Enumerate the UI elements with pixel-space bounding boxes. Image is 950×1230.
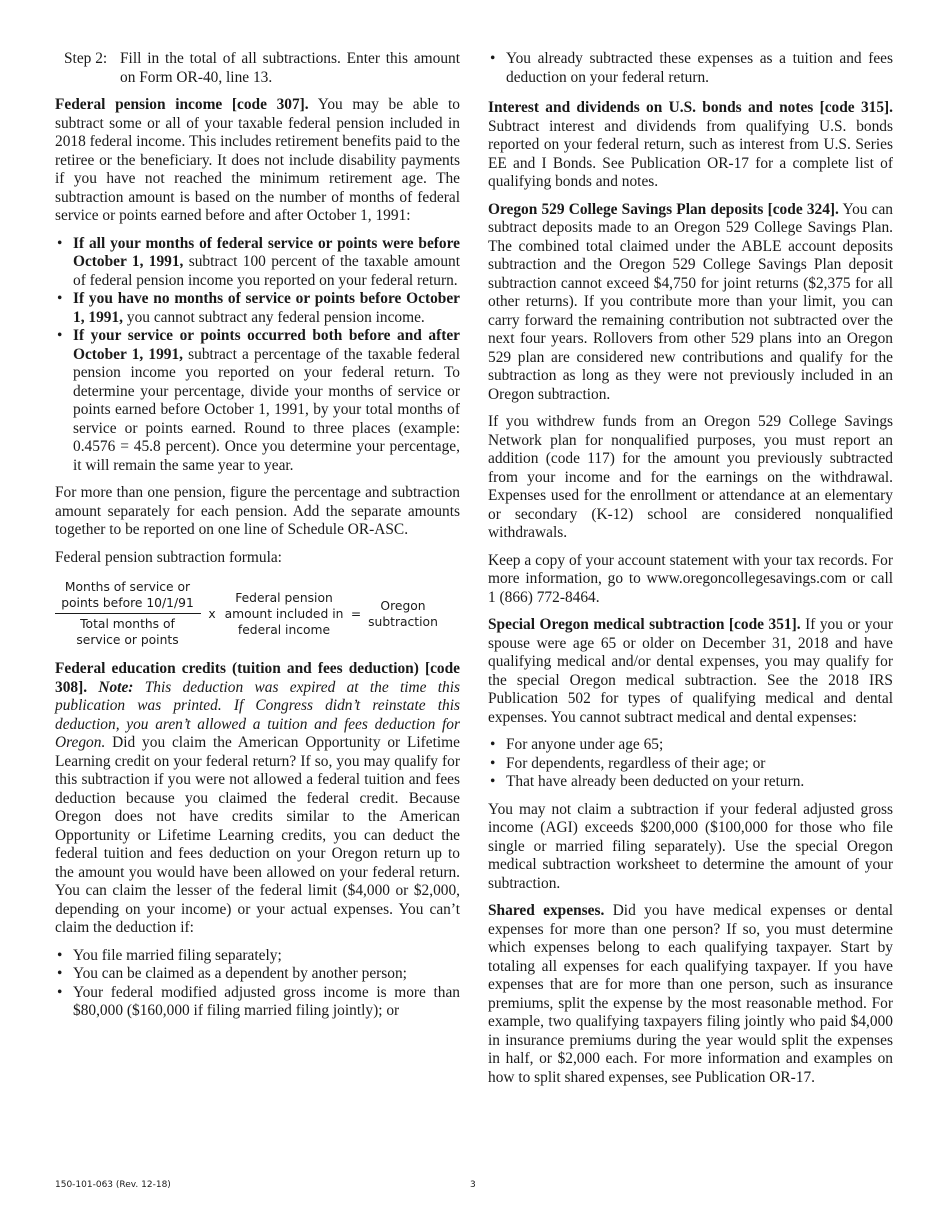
formula-denominator xyxy=(76,614,178,648)
medical-text: If you or your spouse were age 65 or older on December 31, 2018 and have qualifying medical and/or dental expenses, you may qualify for the special Oregon medical subtraction. See the 2018 IRS Publication 502 for types of qualifying medical and dental expenses. You cannot subtract medical and dental expenses: xyxy=(488,616,893,726)
numerator-line: Months of service or xyxy=(64,580,191,594)
step-text: Fill in the total of all subtractions. Enter this amount on Form OR-40, line 13. xyxy=(120,50,460,86)
bullet-bold: If all your months of federal service or points were before October 1, 1991, xyxy=(73,234,460,270)
shared-text: Did you have medical expenses or dental expenses for more than one person? If so, you must determine which expenses belong to each qualifying taxpayer. Start by totaling all expenses for each qualifying taxpayer. If you have expenses that are for more than one person, such as insurance premiums, split the expense by the most reasonable method. For example, two qualifying taxpayers filing jointly who paid $4,000 in insurance premiums during the year would split the expenses in half, or $2,000 each. For more information and examples on how to split shared expenses, see Publication OR-17. xyxy=(488,902,893,1086)
bonds-text: Subtract interest and dividends from qualifying U.S. bonds reported on your federal return, such as interest from U.S. Series EE and I Bonds. See Publication OR-17 for a complete list of qualifying bonds and notes. xyxy=(488,117,893,190)
form-number: 150-101-063 (Rev. 12-18) xyxy=(55,1180,171,1190)
pension-amount-line: Federal pension xyxy=(235,590,333,605)
list-item: • For anyone under age 65; xyxy=(488,736,893,755)
numerator-line: points before 10/1/91 xyxy=(61,596,194,610)
formula-numerator xyxy=(55,579,201,614)
shared-heading: Shared expenses. xyxy=(488,902,605,919)
denominator-line: service or points xyxy=(76,633,179,647)
education-paragraph xyxy=(55,660,460,938)
result-line: Oregon xyxy=(380,598,426,613)
page-number: 3 xyxy=(470,1180,476,1190)
bullet-bold: If your service or points occurred both before and after October 1, 1991, xyxy=(73,327,460,363)
bullet-bold: If you have no months of service or points before October 1, 1991, xyxy=(73,290,460,326)
denominator-line: Total months of xyxy=(80,617,175,631)
equals-sign: = xyxy=(350,606,362,621)
withdraw-paragraph: If you withdrew funds from an Oregon 529 College Savings Network plan for nonqualified purposes, you must report an addition (code 117) for the amount you previously subtracted from your income and for the earnings on the withdrawal. Expenses used for the enrollment or attendance at an elementary or secondary (K-12) school are considered nonqualified withdrawals. xyxy=(488,413,893,541)
pension-heading: Federal pension income [code 307]. xyxy=(55,96,309,113)
left-column xyxy=(55,50,460,1030)
multi-pension-paragraph: For more than one pension, figure the percentage and subtraction amount separately for each pension. Add the separate amounts together to be reported on one line of Schedule OR-ASC. xyxy=(55,484,460,538)
times-sign: x xyxy=(208,606,216,621)
step-2 xyxy=(55,50,460,87)
education-heading: Federal education credits (tuition and fees deduction) [code 308]. xyxy=(55,660,460,696)
shared-paragraph xyxy=(488,902,893,1087)
list-item xyxy=(55,327,460,475)
result-line: subtraction xyxy=(368,614,438,629)
pension-text: You may be able to subtract some or all of your taxable federal pension included in 2018 federal income. This includes retirement benefits paid to the retiree or the beneficiary. It does not include disability payments if you have not reached the minimum retirement age. The subtraction amount is based on the number of months of federal service or points earned before and after October 1, 1991: xyxy=(55,96,461,224)
formula-pension-amount xyxy=(224,590,344,638)
bullet-text: you cannot subtract any federal pension income. xyxy=(123,308,425,326)
bonds-paragraph xyxy=(488,99,893,192)
bonds-heading: Interest and dividends on U.S. bonds and notes [code 315]. xyxy=(488,99,893,116)
college-text: You can subtract deposits made to an Oregon 529 College Savings Plan. The combined total claimed under the ABLE account deposits subtraction and the Oregon 529 College Savings Plan deposit subtraction cannot exceed $4,750 for joint returns ($2,375 for all other returns). If you contribute more than your limit, you can carry forward the remaining contribution not subtracted over the next four years. Rollovers from other 529 plans into an Oregon 529 plan are considered new contributions and qualify for the subtraction as long as they were not previously included in an Oregon subtraction. xyxy=(488,200,893,403)
list-item: • You already subtracted these expenses as a tuition and fees deduction on your federal return. xyxy=(488,50,893,87)
pension-paragraph xyxy=(55,96,460,226)
continued-list xyxy=(488,50,893,87)
pension-amount-line: amount included in xyxy=(224,606,344,621)
formula-fraction xyxy=(55,579,200,648)
bullet-text: subtract a percentage of the taxable federal pension income you reported on your federal return. To determine your percentage, divide your months of service or points earned before October 1, 1991, by your total months of service or points earned. Round to three places (example: 0.4576 = 45.8 percent). Once you determine your percentage, it will remain the same year to year. xyxy=(73,345,460,474)
note-text: This deduction was expired at the time this publication was printed. If Congress didn’t reinstate this deduction, you aren’t allowed a tuition and fees deduction for Oregon. xyxy=(55,678,460,751)
list-item xyxy=(55,290,460,327)
college-heading: Oregon 529 College Savings Plan deposits [code 324]. xyxy=(488,200,839,218)
list-item: • That have already been deducted on your return. xyxy=(488,773,893,792)
list-item: • For dependents, regardless of their age; or xyxy=(488,755,893,774)
medical-paragraph xyxy=(488,616,893,727)
step-label: Step 2: xyxy=(64,50,108,67)
pension-list xyxy=(55,235,460,476)
medical-list xyxy=(488,736,893,792)
pension-amount-line: federal income xyxy=(237,622,331,637)
list-item: • You can be claimed as a dependent by another person; xyxy=(55,965,460,984)
education-text: Did you claim the American Opportunity or Lifetime Learning credit on your federal return? If so, you may qualify for this subtraction if you were not allowed a federal tuition and fees deduction because you claimed the federal credit. Because Oregon does not have credits similar to the American Opportunity or Lifetime Learning credits, you can deduct the federal tuition and fees deduction on your Oregon return up to the amount you would have been allowed on your federal return. You can claim the lesser of the federal limit ($4,000 or $2,000, depending on your income) or your actual expenses. You can’t claim the deduction if: xyxy=(55,734,460,936)
college-paragraph xyxy=(488,201,893,405)
list-item: • You file married filing separately; xyxy=(55,947,460,966)
keep-copy-paragraph: Keep a copy of your account statement with your tax records. For more information, go to www.oregoncollegesavings.com or call 1 (866) 772-8464. xyxy=(488,551,893,606)
right-column xyxy=(488,50,893,1096)
bullet-text: subtract 100 percent of the taxable amount of federal pension income you reported on your federal return. xyxy=(73,253,461,289)
medical-heading: Special Oregon medical subtraction [code 351]. xyxy=(488,616,801,633)
formula-result xyxy=(368,598,438,630)
education-list xyxy=(55,947,460,1021)
agi-paragraph: You may not claim a subtraction if your federal adjusted gross income (AGI) exceeds $200,000 ($100,000 for those who file single or married filing separately). Use the special Oregon medical subtraction worksheet to determine the amount of your subtraction. xyxy=(488,800,893,892)
formula-label: Federal pension subtraction formula: xyxy=(55,548,282,566)
pension-formula xyxy=(55,579,460,648)
list-item: • Your federal modified adjusted gross income is more than $80,000 ($160,000 if filing married filing jointly); or xyxy=(55,984,460,1021)
list-item xyxy=(55,235,460,291)
note-label: Note: xyxy=(98,678,134,696)
